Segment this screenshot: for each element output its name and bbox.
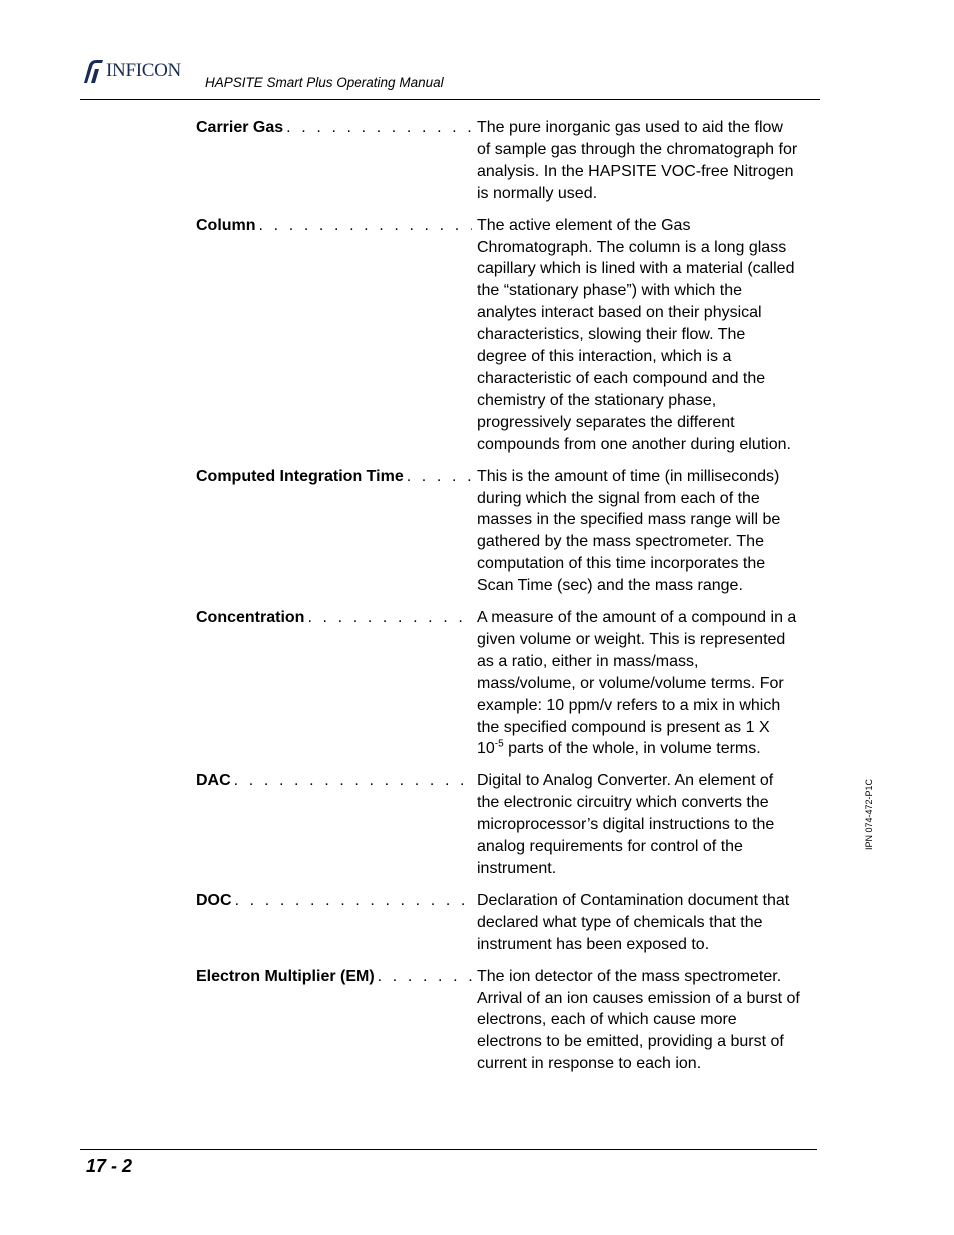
glossary-entry-dac (196, 770, 821, 880)
dot-leader (232, 890, 472, 912)
definition-line: Declaration of Contamination document that (477, 891, 790, 909)
definition-line: the specified compound is present as 1 X (477, 718, 770, 736)
definition-line: of sample gas through the chromatograph for (477, 140, 798, 158)
glossary-term: Carrier Gas (196, 119, 284, 136)
definition-line: characteristics, slowing their flow. The (477, 326, 746, 344)
definition-line: the electronic circuitry which converts the (477, 794, 769, 812)
term-cell (196, 466, 472, 488)
glossary-entry-electron-multiplier (196, 966, 821, 1076)
definition-line: progressively separates the different (477, 413, 735, 431)
definition-line-rest: parts of the whole, in volume terms. (503, 740, 761, 758)
term-cell (196, 770, 472, 792)
term-cell (196, 607, 472, 629)
dot-leader (256, 215, 472, 237)
glossary-definition (472, 890, 821, 956)
definition-line: masses in the specified mass range will be (477, 511, 781, 529)
glossary-definition (472, 466, 821, 597)
definition-line: Arrival of an ion causes emission of a burst of (477, 989, 800, 1007)
definition-line: The pure inorganic gas used to aid the flow (477, 119, 783, 136)
glossary-term: Column (196, 216, 256, 234)
glossary-definition (472, 770, 821, 880)
dot-leader (404, 466, 472, 488)
definition-line: mass/volume, or volume/volume terms. For (477, 674, 784, 692)
exponent-base: 10 (477, 740, 495, 758)
definition-line: capillary which is lined with a material (called (477, 260, 795, 278)
definition-line: characteristic of each compound and the (477, 369, 766, 387)
glossary-definition (472, 966, 821, 1076)
term-cell (196, 890, 472, 912)
definition-line: computation of this time incorporates the (477, 555, 766, 573)
glossary-list (196, 117, 821, 1085)
dot-leader (304, 607, 472, 629)
definition-line: instrument has been exposed to. (477, 935, 710, 953)
definition-line: Scan Time (sec) and the mass range. (477, 577, 743, 595)
term-cell (196, 215, 472, 237)
definition-line: given volume or weight. This is represented (477, 630, 786, 648)
definition-line: degree of this interaction, which is a (477, 348, 732, 366)
definition-line: declared what type of chemicals that the (477, 913, 763, 931)
footer-divider (80, 1149, 817, 1150)
glossary-term: DOC (196, 891, 232, 909)
glossary-entry-carrier-gas (196, 117, 821, 205)
definition-line: The ion detector of the mass spectrometer. (477, 967, 782, 985)
glossary-entry-column (196, 215, 821, 456)
manual-title: HAPSITE Smart Plus Operating Manual (205, 75, 444, 90)
definition-line: as a ratio, either in mass/mass, (477, 652, 699, 670)
definition-line: analog requirements for control of the (477, 838, 743, 856)
inficon-logo-icon (81, 58, 105, 84)
definition-line: Chromatograph. The column is a long glass (477, 238, 787, 256)
glossary-term: Concentration (196, 609, 305, 627)
glossary-term: Computed Integration Time (196, 467, 404, 485)
definition-line: analytes interact based on their physical (477, 304, 762, 322)
exponent-superscript: -5 (494, 739, 504, 751)
inficon-logo (81, 58, 181, 84)
definition-line: A measure of the amount of a compound in a (477, 609, 797, 627)
glossary-term: DAC (196, 772, 231, 790)
term-cell (196, 966, 472, 988)
definition-line: gathered by the mass spectrometer. The (477, 533, 764, 551)
definition-line: The active element of the Gas (477, 216, 691, 234)
ipn-side-label: IPN 074-472-P1C (864, 778, 874, 850)
definition-line: current in response to each ion. (477, 1055, 702, 1073)
definition-line: This is the amount of time (in milliseconds) (477, 467, 780, 485)
glossary-definition (472, 215, 821, 456)
definition-line: instrument. (477, 860, 557, 877)
definition-line: the “stationary phase”) with which the (477, 282, 743, 300)
dot-leader (375, 966, 472, 988)
dot-leader (283, 117, 472, 139)
definition-line: compounds from one another during elution. (477, 435, 791, 453)
dot-leader (231, 770, 472, 792)
glossary-definition (472, 607, 821, 760)
header-divider (80, 99, 820, 100)
brand-name: INFICON (106, 60, 181, 81)
definition-line: electrons to be emitted, providing a burst of (477, 1033, 784, 1051)
glossary-entry-doc (196, 890, 821, 956)
page-number: 17 - 2 (86, 1156, 133, 1176)
definition-line (477, 738, 821, 760)
definition-line: Digital to Analog Converter. An element of (477, 772, 774, 790)
definition-line: microprocessor’s digital instructions to the (477, 816, 775, 834)
term-cell (196, 117, 472, 139)
definition-line: is normally used. (477, 184, 598, 202)
glossary-term: Electron Multiplier (EM) (196, 967, 375, 985)
glossary-entry-concentration (196, 607, 821, 760)
glossary-definition (472, 117, 821, 205)
definition-line: during which the signal from each of the (477, 489, 760, 507)
definition-line: example: 10 ppm/v refers to a mix in which (477, 696, 781, 714)
glossary-entry-computed-integration-time (196, 466, 821, 597)
definition-line: electrons, each of which cause more (477, 1011, 737, 1029)
definition-line: analysis. In the HAPSITE VOC-free Nitrogen (477, 162, 794, 180)
definition-line: chemistry of the stationary phase, (477, 391, 717, 409)
